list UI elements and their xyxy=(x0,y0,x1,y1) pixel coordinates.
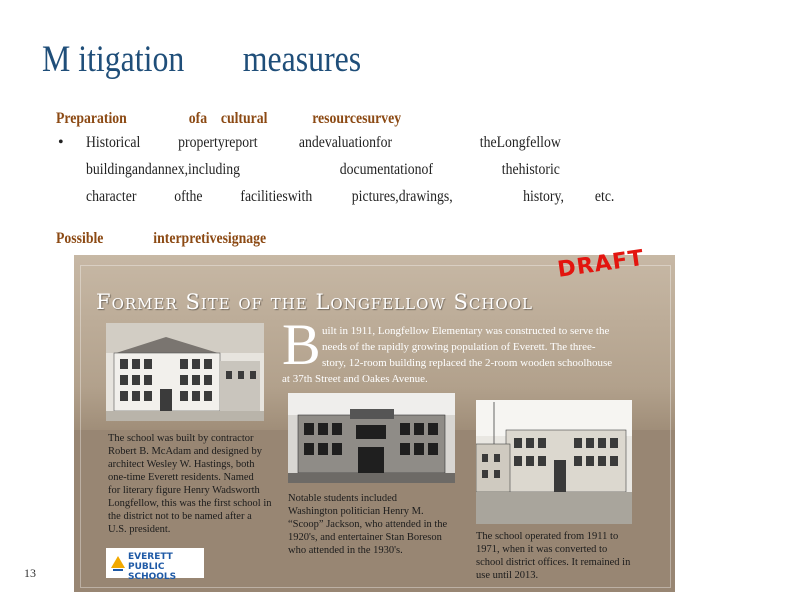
building-illustration xyxy=(476,400,632,524)
caption-line: Robert B. McAdam and designed by xyxy=(108,446,262,457)
bullet-word: propertyreport xyxy=(178,134,258,151)
section-heading-survey xyxy=(56,110,401,128)
everett-schools-logo xyxy=(106,548,204,582)
bullet-line xyxy=(86,188,614,210)
caption-line: architect Wesley W. Hastings, both xyxy=(108,459,255,470)
heading-word: Possible xyxy=(56,230,104,247)
logo-mark-icon xyxy=(110,554,126,572)
caption-line: the district not to be named after a xyxy=(108,511,252,522)
caption-left xyxy=(108,432,272,536)
caption-line: The school operated from 1911 to xyxy=(476,531,619,542)
sign-intro-line: uilt in 1911, Longfellow Elementary was constructed to serve the xyxy=(322,325,610,337)
photo-school-historic xyxy=(288,393,455,483)
logo-text xyxy=(128,552,204,582)
heading-word: ofa xyxy=(188,110,208,127)
caption-line: “Scoop” Jackson, who attended in the xyxy=(288,519,448,530)
caption-line: Washington politician Henry M. xyxy=(288,506,424,517)
bullet-word: Historical xyxy=(86,134,141,151)
bullet-word: pictures,drawings, xyxy=(351,188,453,205)
bullet-word: thehistoric xyxy=(501,161,560,178)
sign-intro-line: needs of the rapidly growing population of Everett. The three- xyxy=(322,341,596,353)
caption-line: who attended in the 1930's. xyxy=(288,545,403,556)
page-number: 13 xyxy=(24,566,36,580)
logo-line: PUBLIC SCHOOLS xyxy=(128,562,177,582)
heading-word: resourcesurvey xyxy=(312,110,402,127)
caption-line: for literary figure Henry Wadsworth xyxy=(108,485,260,496)
bullet-word: facilitieswith xyxy=(240,188,313,205)
bullet-symbol: • xyxy=(58,134,64,151)
caption-line: school district offices. It remained in xyxy=(476,557,631,568)
caption-line: Notable students included xyxy=(288,493,398,504)
building-illustration xyxy=(106,323,264,421)
sign-drop-cap: B xyxy=(282,312,321,377)
caption-line: Longfellow, this was the first school in xyxy=(108,498,272,509)
photo-school-later xyxy=(476,400,632,524)
sign-intro-line: story, 12-room building replaced the 2-room wooden schoolhouse xyxy=(322,357,613,369)
heading-word: cultural xyxy=(220,110,268,127)
bullet-line xyxy=(86,134,561,156)
sign-title: Former Site of the Longfellow School xyxy=(96,290,533,314)
bullet-line xyxy=(86,161,560,183)
bullet-word: character xyxy=(86,188,137,205)
section-heading-signage xyxy=(56,230,266,248)
caption-line: The school was built by contractor xyxy=(108,433,254,444)
bullet-word: buildingandannex,including xyxy=(86,161,241,178)
bullet-word: documentationof xyxy=(339,161,434,178)
caption-line: one-time Everett residents. Named xyxy=(108,472,254,483)
caption-line: U.S. president. xyxy=(108,524,171,535)
draft-stamp: DRAFT xyxy=(556,245,646,283)
sign-intro-line: at 37th Street and Oakes Avenue. xyxy=(282,373,428,385)
caption-right xyxy=(476,530,630,582)
photo-longfellow-building xyxy=(106,323,264,421)
caption-line: 1920's, and entertainer Stan Boreson xyxy=(288,532,442,543)
bullet-word: etc. xyxy=(594,188,615,205)
logo-line: EVERETT xyxy=(128,552,173,562)
bullet-word: theLongfellow xyxy=(479,134,561,151)
title-word: measures xyxy=(242,39,362,80)
caption-middle xyxy=(288,492,447,557)
title-word: M itigation xyxy=(42,39,185,80)
caption-line: use until 2013. xyxy=(476,570,539,581)
caption-line: 1971, when it was converted to xyxy=(476,544,608,555)
slide-title xyxy=(42,38,361,81)
heading-word: interpretivesignage xyxy=(153,230,267,247)
heading-word: Preparation xyxy=(56,110,127,127)
building-illustration xyxy=(288,393,455,483)
bullet-word: ofthe xyxy=(174,188,203,205)
bullet-word: history, xyxy=(523,188,564,205)
bullet-word: andevaluationfor xyxy=(298,134,393,151)
